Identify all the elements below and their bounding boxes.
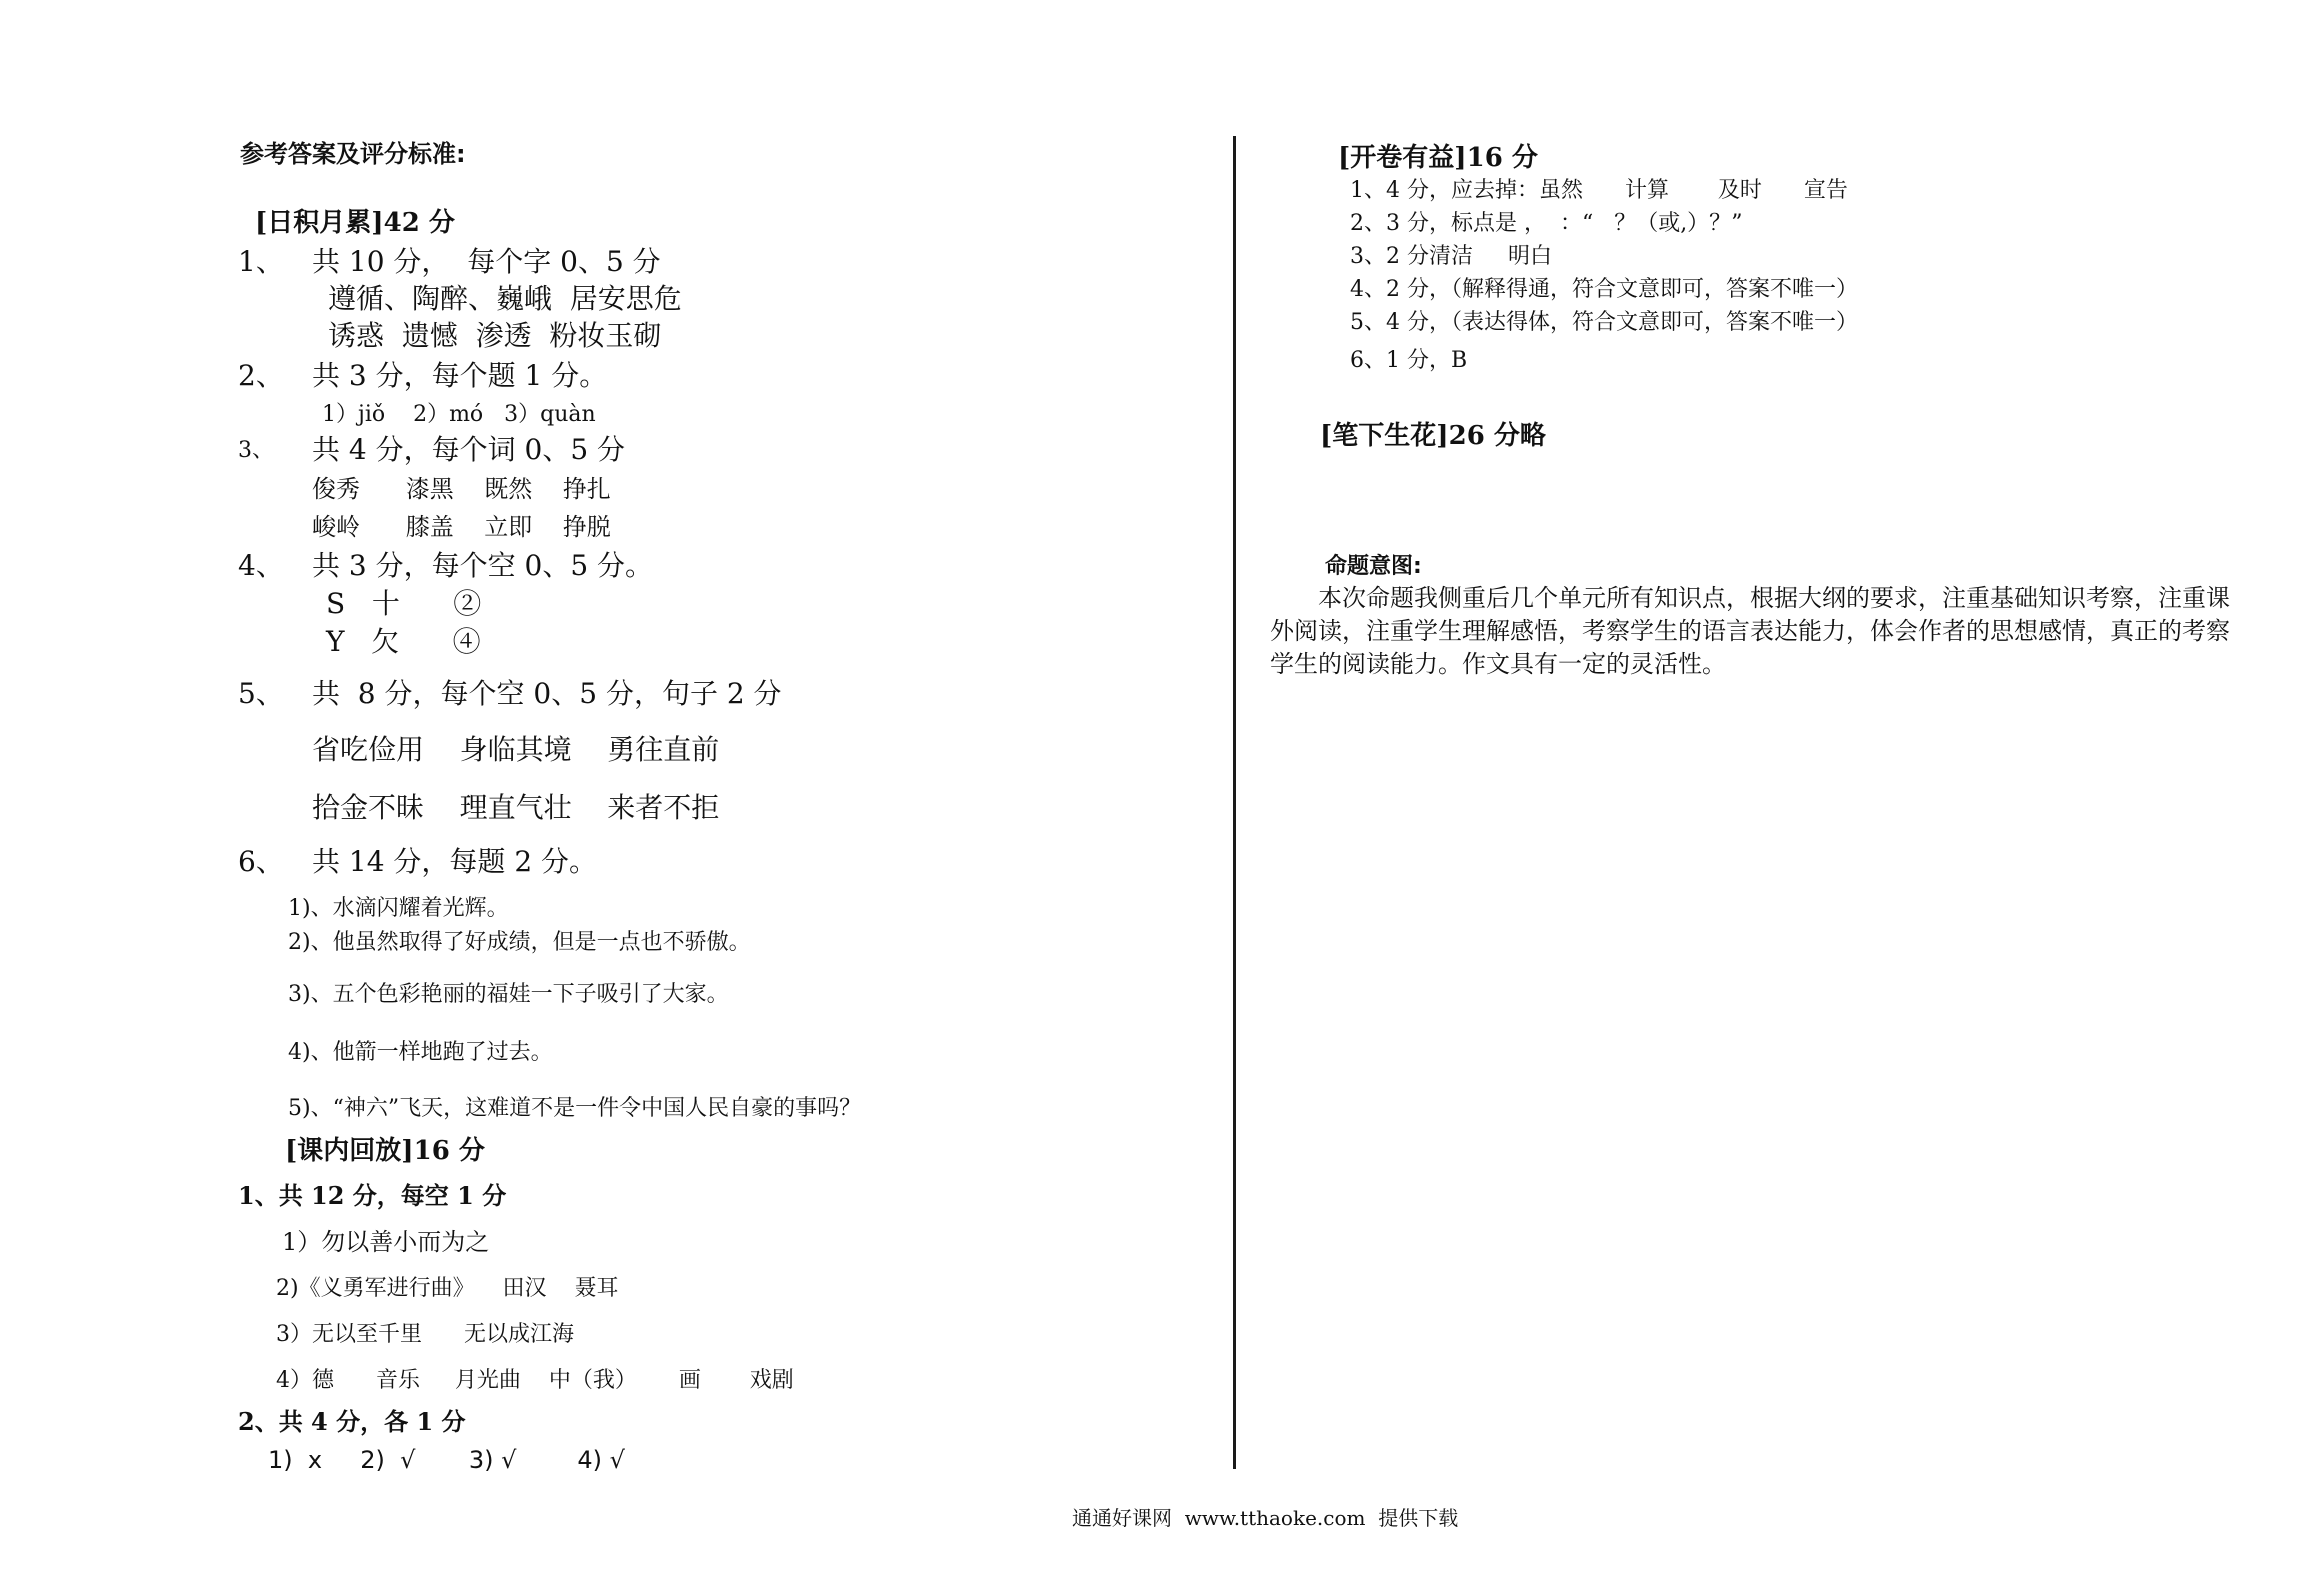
q4-answers-row2: Y 欠 ④ (326, 625, 481, 658)
q4-description: 共 3 分，每个空 0、5 分。 (312, 549, 654, 582)
q3-answers-row1: 俊秀 漆黑 既然 挣扎 (312, 475, 611, 503)
column-divider (1233, 136, 1236, 1469)
reading-answer-3: 3、2 分清洁 明白 (1350, 244, 1552, 269)
section-header-writing: [笔下生花]26 分略 (1320, 421, 1546, 451)
s2-q1-answer-1: 1）勿以善小而为之 (282, 1228, 490, 1256)
reading-answer-4: 4、2 分，（解释得通，符合文意即可，答案不唯一） (1350, 277, 1858, 302)
q2-description: 共 3 分，每个题 1 分。 (312, 359, 608, 392)
q6-description: 共 14 分，每题 2 分。 (312, 845, 598, 878)
section-header-reading: [开卷有益]16 分 (1338, 143, 1538, 173)
q1-description: 共 10 分， 每个字 0、5 分 (312, 245, 661, 278)
s2-q1-answer-4: 4）德 音乐 月光曲 中（我） 画 戏剧 (276, 1368, 794, 1393)
footer-text: 通通好课网 www.tthaoke.com 提供下载 (1072, 1506, 1459, 1530)
q5-description: 共 8 分，每个空 0、5 分，句子 2 分 (312, 677, 782, 710)
q2-answers: 1）jiǒ 2）mó 3）quàn (322, 402, 596, 427)
q1-answers-row2: 诱惑 遗憾 渗透 粉妆玉砌 (328, 319, 662, 352)
reading-answer-1: 1、4 分，应去掉：虽然 计算 及时 宣告 (1350, 178, 1848, 203)
q6-number: 6、 (238, 845, 284, 878)
s2-q2-description: 2、共 4 分，各 1 分 (238, 1407, 466, 1436)
q4-answers-row1: S 十 ② (326, 587, 482, 620)
q5-answers-row1: 省吃俭用 身临其境 勇往直前 (312, 733, 720, 766)
reading-answer-6: 6、1 分，B (1350, 348, 1468, 373)
q4-number: 4、 (238, 549, 284, 582)
q6-sentence-3: 3)、五个色彩艳丽的福娃一下子吸引了大家。 (288, 982, 729, 1007)
q3-description: 共 4 分，每个词 0、5 分 (312, 433, 626, 466)
intent-title: 命题意图: (1325, 554, 1422, 579)
s2-q1-description: 1、共 12 分，每空 1 分 (238, 1181, 507, 1210)
s2-q1-answer-3: 3）无以至千里 无以成江海 (276, 1322, 574, 1347)
q2-number: 2、 (238, 359, 284, 392)
section-header-in-class-review: [课内回放]16 分 (285, 1136, 485, 1166)
q5-number: 5、 (238, 677, 284, 710)
q6-sentence-2: 2)、他虽然取得了好成绩，但是一点也不骄傲。 (288, 930, 751, 955)
s2-q2-answers: 1) x 2) √ 3) √ 4) √ (268, 1446, 625, 1474)
reading-answer-5: 5、4 分，（表达得体，符合文意即可，答案不唯一） (1350, 310, 1858, 335)
q6-sentence-4: 4)、他箭一样地跑了过去。 (288, 1040, 553, 1065)
q1-number: 1、 (238, 245, 284, 278)
q3-answers-row2: 峻岭 膝盖 立即 挣脱 (312, 513, 611, 541)
q3-number: 3、 (238, 438, 274, 463)
q1-answers-row1: 遵循、陶醉、巍峨 居安思危 (328, 282, 682, 315)
reading-answer-2: 2、3 分，标点是 ， ：“ ？（或,）？” (1350, 211, 1743, 236)
q6-sentence-1: 1)、水滴闪耀着光辉。 (288, 896, 509, 921)
section-header-accumulation: [日积月累]42 分 (255, 208, 455, 238)
q5-answers-row2: 拾金不昧 理直气壮 来者不拒 (312, 791, 720, 824)
intent-paragraph: 本次命题我侧重后几个单元所有知识点，根据大纲的要求，注重基础知识考察，注重课外阅读，注重学生理解感悟，考察学生的语言表达能力，体会作者的思想感情，真正的考察学生的阅读能力。作文具有一定的灵活性。 (1270, 584, 2230, 678)
s2-q1-answer-2: 2)《义勇军进行曲》 田汉 聂耳 (276, 1276, 619, 1301)
page-title: 参考答案及评分标准: (240, 140, 466, 168)
q6-sentence-5: 5)、“神六”飞天，这难道不是一件令中国人民自豪的事吗？ (288, 1096, 862, 1121)
